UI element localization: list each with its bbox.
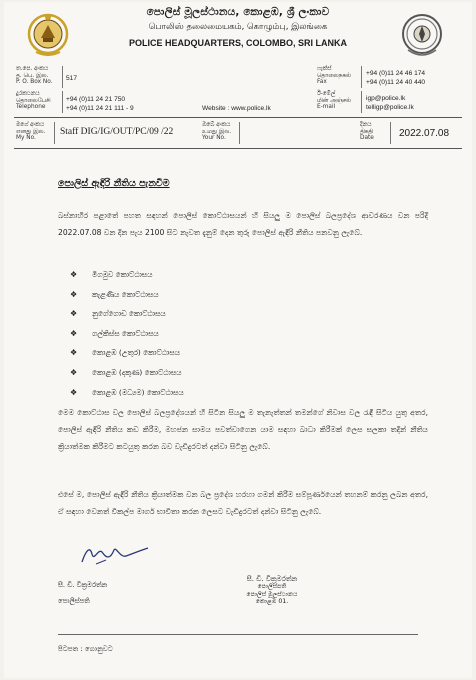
fax-value-2: +94 (0)11 24 40 440	[366, 79, 426, 86]
list-item: ❖ කොළඹ (මධ්‍යම) කොට්ඨාසය	[70, 387, 184, 397]
pobox-label: ත.පෙ. අංකය த. பெ. இல. P. O. Box No.	[16, 66, 53, 86]
diamond-bullet-icon: ❖	[70, 328, 78, 338]
paragraph-3: එසේ ම, පොලිස් ඇඳිරි නීතිය ක්‍රියාත්මක වන බල ප්‍රදේශ හරහා ගමන් කිරීම සම්පූර්ණයෙන් තහනම් කරනු ලබන අතර, ඒ සඳහා වෙනත් විකල්ප මාර්ග භාවිතා කරන ලෙසට වැඩිදුරටත් දන්වා සිටිනු ලැබේ.	[58, 490, 428, 516]
copy-to: පිටපත : ගොනුවට	[58, 645, 113, 653]
signatory-title: පොලිස්පති	[58, 597, 90, 605]
division-list	[70, 265, 184, 402]
paragraph-1: බස්නාහිර පළාතේ පහත සඳහන් පොලිස් කොට්ඨාසයන් හි සියලු ම පොලිස් බලප්‍රදේශ ආවරණය වන පරිදි 2022.07.08 වන දින පැය 2100 සිට නැවත දැනුම් දෙන තුරු පොලිස් ඇඳිරි නීතිය පනවනු ලැබේ.	[58, 211, 428, 237]
list-item: ❖ කොළඹ (දකුණ) කොට්ඨාසය	[70, 367, 182, 377]
diamond-bullet-icon: ❖	[70, 348, 78, 358]
my-no-label: මගේ අංකය எனது இல. My No.	[16, 122, 46, 142]
letter-title: පොලිස් ඇඳිරි නීතිය පැනවීම	[58, 178, 170, 189]
fax-value-1: +94 (0)11 24 46 174	[366, 70, 426, 77]
date-value: 2022.07.08	[399, 128, 450, 139]
paragraph-2: මෙම කොට්ඨාස වල පොලිස් බලප්‍රදේශයන් හි සිටින සියලු ම තැනැත්තන් තමන්ගේ නිවාස වල රැඳී සිටිය යුතු අතර, පොලිස් ඇඳිරි නීතිය කඩ කිරීම, මහජන සාමය පවත්වාගෙන යාම සඳහා බාධා කිරීමක් ලෙස සලකා තදින් නීතිය ක්‍රියාත්මක කිරීමට කටයුතු කරන බව වැඩිදුරටත් දන්වා සිටිනු ලැබේ.	[58, 408, 429, 451]
phone-value-1: +94 (0)11 24 21 750	[66, 96, 126, 103]
handwritten-signature-icon	[76, 540, 156, 570]
cc-divider	[58, 634, 418, 635]
website: Website : www.police.lk	[202, 105, 271, 112]
signatory-name: සී. ඩී. වික්‍රමරත්න	[58, 581, 108, 589]
official-stamp: සී. ඩී. වික්‍රමරත්න පොලිස්පති පොලිස් මූලස්ථානය කොළඹ 01.	[246, 575, 298, 606]
header-title-sinhala: පොලිස් මූලස්ථානය, කොළඹ, ශ්‍රී ලංකාව	[146, 6, 330, 18]
header-divider	[14, 117, 462, 118]
list-item: ❖ කැළණිය කොට්ඨාසය	[70, 289, 159, 299]
list-item: ❖ මීගමුව කොට්ඨාසය	[70, 270, 153, 279]
email-label: ඊ-මේල් மின் அஞ்சல் E-mail	[317, 91, 351, 111]
my-no-value: Staff DIG/IG/OUT/PC/09 /22	[60, 127, 174, 137]
list-item: ❖ නුගේගොඩ කොට්ඨාසය	[70, 309, 166, 319]
diamond-bullet-icon: ❖	[70, 309, 78, 319]
diamond-bullet-icon: ❖	[70, 387, 78, 397]
email-value-1: igp@police.lk	[366, 95, 406, 102]
list-item: ❖ කොළඹ (උතුර) කොට්ඨාසය	[70, 348, 180, 358]
email-value-2: telligp@police.lk	[366, 104, 414, 111]
header-title-tamil: பொலிஸ் தலைமையகம், கொழும்பு, இலங்கை	[148, 22, 328, 32]
phone-label: දුරකථනය தொலைபேசி Telephone	[16, 91, 51, 111]
phone-value-2: +94 (0)11 24 21 111 - 9	[66, 105, 134, 112]
list-item: ❖ ගල්කිස්ස කොට්ඨාසය	[70, 328, 159, 338]
diamond-bullet-icon: ❖	[70, 367, 78, 377]
header-title-english: POLICE HEADQUARTERS, COLOMBO, SRI LANKA	[128, 38, 347, 48]
your-no-label: ඔබේ අංකය உமது இல. Your No.	[202, 122, 232, 142]
pobox-value: 517	[66, 75, 78, 82]
diamond-bullet-icon: ❖	[70, 270, 78, 279]
diamond-bullet-icon: ❖	[70, 289, 78, 299]
letter-page	[4, 2, 472, 678]
fax-label: ෆැක්ස් தொலைநகல் Fax	[317, 66, 351, 86]
reference-divider	[14, 148, 462, 149]
date-label: දිනය திகதி Date	[360, 122, 374, 142]
